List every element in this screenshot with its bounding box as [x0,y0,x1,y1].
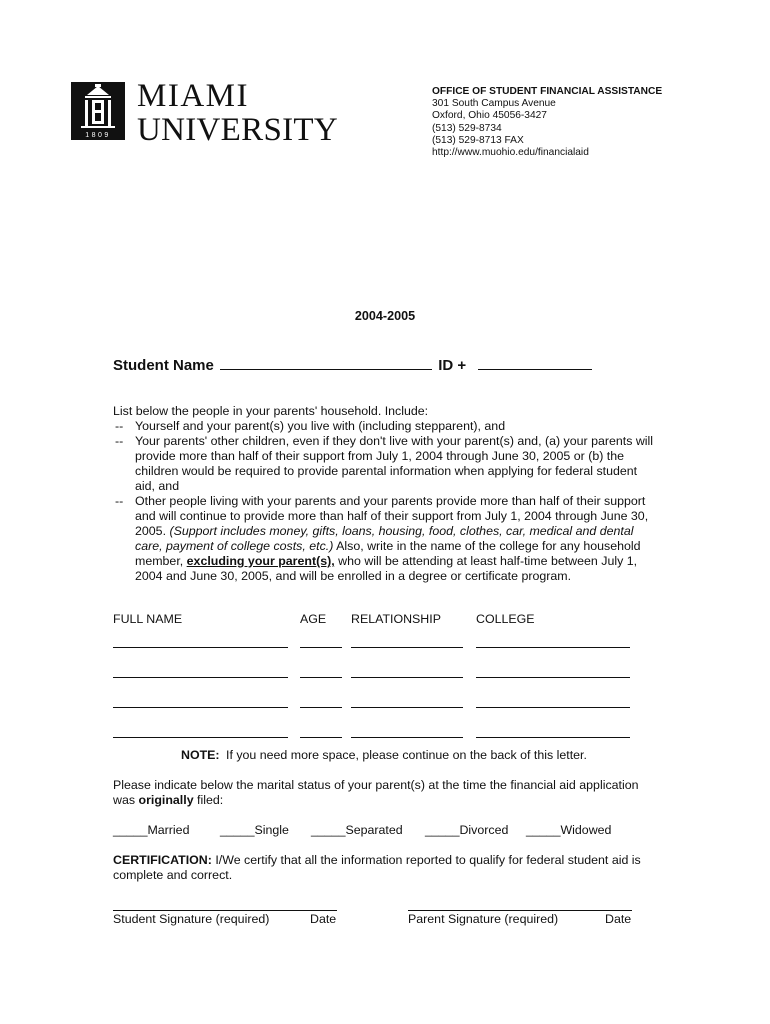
row-4-relationship-field[interactable] [351,737,463,738]
certification [113,853,658,883]
household-instructions [113,404,658,584]
checkbox-blank: _____ [113,823,148,837]
row-3-relationship-field[interactable] [351,707,463,708]
row-3-age-field[interactable] [300,707,342,708]
student-id-field[interactable] [478,355,592,370]
student-date-label: Date [310,912,337,926]
row-1-college-field[interactable] [476,647,630,648]
parent-signature-label: Parent Signature (required) [408,912,559,926]
row-2-relationship-field[interactable] [351,677,463,678]
university-logo [137,80,338,147]
marital-option-married[interactable] [113,823,189,837]
col-header-relationship: RELATIONSHIP [351,612,441,626]
instruction-item-2-text: Your parents' other children, even if they don't live with your parent(s) and, (a) your parents will provide more than half of their support from July 1, 2004 through June 30, 2005 or (b) the children would be required to provide parental information when applying for federal student aid, and [135,434,654,493]
student-signature-label: Student Signature (required) [113,912,270,926]
row-1-relationship-field[interactable] [351,647,463,648]
instructions-intro: List below the people in your parents' household. Include: [113,404,429,418]
marital-option-widowed[interactable] [526,823,611,837]
university-seal-icon [71,82,125,140]
marital-prompt-text-c: filed: [197,793,224,807]
student-name-label: Student Name [113,357,214,374]
marital-option-label: Separated [345,823,403,837]
row-4-college-field[interactable] [476,737,630,738]
marital-option-single[interactable] [220,823,289,837]
row-4-age-field[interactable] [300,737,342,738]
instruction-item-1 [113,419,658,434]
row-3-college-field[interactable] [476,707,630,708]
instruction-item-2 [113,434,658,494]
row-2-full-name-field[interactable] [113,677,288,678]
parent-date-label: Date [605,912,632,926]
col-header-college: COLLEGE [476,612,535,626]
list-dash: -- [115,434,124,448]
row-1-age-field[interactable] [300,647,342,648]
student-signature-field[interactable] [113,910,337,911]
office-address-line-2: Oxford, Ohio 45056-3427 [432,110,547,122]
parent-signature-field[interactable] [408,910,632,911]
instruction-item-3-support-note: (Support includes money, gifts, loans, housing, food, clothes, car, medical and dental care, payment of college costs, etc.) [135,524,634,553]
instruction-item-3-text-e: who will be attending at least half-time between July 1, 2004 and June 30, 2005, and will be enrolled in a degree or certificate program. [135,554,638,583]
row-2-age-field[interactable] [300,677,342,678]
student-id-label: ID + [438,357,467,374]
instruction-item-3-text-c: Also, write in the name of the college for any household member, [135,539,641,568]
checkbox-blank: _____ [526,823,561,837]
note-text: If you need more space, please continue on the back of this letter. [226,748,587,762]
office-address-line-1: 301 South Campus Avenue [432,98,556,110]
student-info-row [113,355,592,374]
list-dash: -- [115,494,124,508]
logo-line-1: MIAMI [137,78,249,114]
office-title: OFFICE OF STUDENT FINANCIAL ASSISTANCE [432,86,663,97]
checkbox-blank: _____ [425,823,460,837]
marital-prompt-emphasis: originally [138,793,194,807]
certification-text: I/We certify that all the information reported to qualify for federal student aid is complete and correct. [113,853,641,882]
marital-option-label: Single [254,823,289,837]
certification-label: CERTIFICATION: [113,853,212,867]
instruction-item-1-text: Yourself and your parent(s) you live with (including stepparent), and [135,419,506,433]
note-label: NOTE: [181,748,220,762]
row-3-full-name-field[interactable] [113,707,288,708]
col-header-age: AGE [300,612,327,626]
row-2-college-field[interactable] [476,677,630,678]
office-phone: (513) 529-8734 [432,122,502,134]
instruction-item-3-text-a: Other people living with your parents and your parents provide more than half of their support and will continue to provide more than half of their support from July 1, 2004 through June 30, 2005. [135,494,649,538]
academic-year: 2004-2005 [354,309,416,323]
col-header-full-name: FULL NAME [113,612,183,626]
seal-year: 1809 [85,132,111,139]
office-url: http://www.muohio.edu/financialaid [432,147,589,159]
marital-option-label: Married [147,823,190,837]
marital-option-label: Widowed [560,823,612,837]
row-4-full-name-field[interactable] [113,737,288,738]
instruction-item-3 [113,494,658,584]
office-address-block [432,86,662,159]
student-name-field[interactable] [220,355,432,370]
marital-prompt-text-a: Please indicate below the marital status of your parent(s) at the time the financial aid application was [113,778,639,807]
checkbox-blank: _____ [220,823,255,837]
row-1-full-name-field[interactable] [113,647,288,648]
instruction-item-3-exclusion: excluding your parent(s), [186,554,335,568]
office-fax: (513) 529-8713 FAX [432,134,524,146]
checkbox-blank: _____ [311,823,346,837]
list-dash: -- [115,419,124,433]
marital-option-divorced[interactable] [425,823,508,837]
marital-option-label: Divorced [459,823,509,837]
note [181,748,587,762]
logo-line-2: UNIVERSITY [137,112,338,148]
marital-option-separated[interactable] [311,823,403,837]
marital-status-prompt [113,778,658,808]
